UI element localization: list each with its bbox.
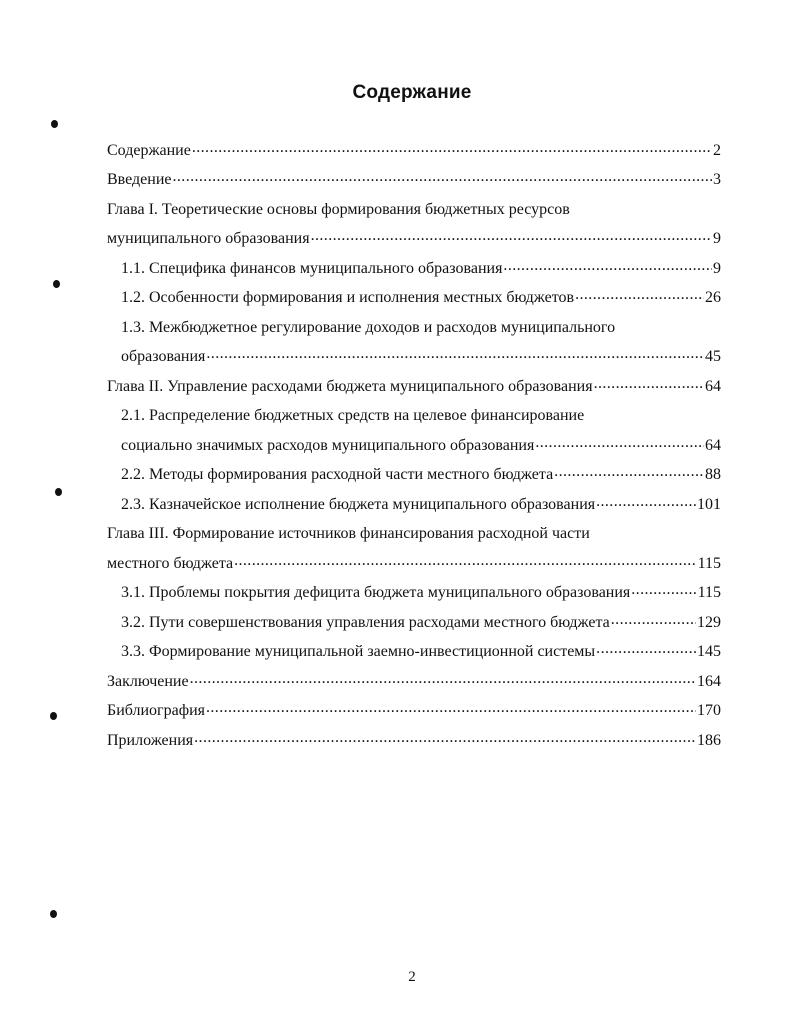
toc-entry[interactable]: [121, 613, 721, 633]
dot-leader: [596, 642, 696, 656]
toc-entry-heading-line[interactable]: [107, 200, 570, 220]
page-number: 2: [408, 969, 416, 985]
toc-entry-page: 45: [705, 348, 721, 365]
toc-entry[interactable]: [107, 554, 721, 574]
toc-entry-label: 2.2. Методы формирования расходной части местного бюджета: [121, 466, 554, 483]
toc-entry-page: 26: [705, 289, 721, 306]
toc-entry-label: Заключение: [107, 673, 189, 690]
toc-entry-heading-line[interactable]: [107, 524, 590, 544]
toc-entry-page: 9: [713, 260, 721, 277]
scan-mark: [55, 488, 62, 496]
dot-leader: [194, 731, 696, 745]
scan-mark: [53, 280, 60, 288]
toc-entry[interactable]: [107, 672, 721, 692]
toc-entry[interactable]: [121, 495, 721, 515]
dot-leader: [611, 613, 696, 627]
toc-entry-label: Глава III. Формирование источников финансирования расходной части: [107, 525, 590, 542]
dot-leader: [631, 583, 696, 597]
toc-entry-label: образования: [121, 348, 206, 365]
dot-leader: [234, 554, 696, 568]
toc-entry-label: Глава II. Управление расходами бюджета муниципального образования: [107, 378, 593, 395]
toc-entry-label: 3.2. Пути совершенствования управления расходами местного бюджета: [121, 614, 610, 631]
toc-entry[interactable]: [121, 259, 721, 279]
toc-entry[interactable]: [107, 731, 721, 751]
toc-entry-page: 64: [705, 378, 721, 395]
toc-entry-label: 1.3. Межбюджетное регулирование доходов и расходов муниципального: [121, 319, 616, 336]
dot-leader: [190, 672, 696, 686]
dot-leader: [535, 436, 704, 450]
toc-entry-page: 115: [697, 584, 721, 601]
toc-entry-heading-line[interactable]: [121, 318, 615, 338]
toc-entry[interactable]: [121, 465, 721, 485]
toc-entry[interactable]: [107, 170, 721, 190]
toc-entry-page: 164: [697, 673, 721, 690]
scan-mark: [50, 712, 57, 720]
toc-entry-heading-line[interactable]: [121, 406, 584, 426]
toc-entry-page: 170: [697, 702, 721, 719]
toc-entry-label: 1.2. Особенности формирования и исполнения местных бюджетов: [121, 289, 575, 306]
toc-entry-page: 101: [697, 496, 721, 513]
toc-entry[interactable]: [107, 701, 721, 721]
toc-entry-label: Содержание: [107, 142, 191, 159]
toc-entry-label: Глава I. Теоретические основы формирования бюджетных ресурсов: [107, 201, 570, 218]
dot-leader: [554, 465, 704, 479]
toc-entry-page: 186: [697, 732, 721, 749]
toc-entry-label: муниципального образования: [107, 230, 310, 247]
dot-leader: [173, 170, 713, 184]
page-title: Содержание: [352, 82, 472, 103]
toc-entry-label: местного бюджета: [107, 555, 234, 572]
toc-entry-label: 2.1. Распределение бюджетных средств на целевое финансирование: [121, 407, 585, 424]
toc-entry[interactable]: [121, 347, 721, 367]
toc-entry-page: 3: [713, 171, 721, 188]
toc-entry[interactable]: [107, 141, 721, 161]
toc-entry[interactable]: [107, 229, 721, 249]
toc-entry-label: Библиография: [107, 702, 205, 719]
toc-entry-page: 145: [697, 643, 721, 660]
toc-entry-label: Приложения: [107, 732, 194, 749]
dot-leader: [206, 347, 704, 361]
dot-leader: [596, 495, 696, 509]
toc-entry[interactable]: [121, 436, 721, 456]
dot-leader: [192, 141, 712, 155]
toc-entry-label: 3.1. Проблемы покрытия дефицита бюджета муниципального образования: [121, 584, 631, 601]
dot-leader: [503, 259, 712, 273]
toc-entry-page: 129: [697, 614, 721, 631]
toc-entry-label: социально значимых расходов муниципального образования: [121, 437, 535, 454]
scan-mark: [51, 120, 58, 128]
dot-leader: [311, 229, 712, 243]
toc-entry-page: 9: [713, 230, 721, 247]
toc-entry[interactable]: [121, 288, 721, 308]
toc-entry-page: 88: [705, 466, 721, 483]
dot-leader: [575, 288, 704, 302]
toc-entry[interactable]: [121, 583, 721, 603]
dot-leader: [594, 377, 704, 391]
scan-mark: [50, 910, 57, 918]
toc-entry-label: 1.1. Специфика финансов муниципального образования: [121, 260, 503, 277]
toc-entry-label: 2.3. Казначейское исполнение бюджета муниципального образования: [121, 496, 596, 513]
dot-leader: [206, 701, 696, 715]
toc-entry-label: Введение: [107, 171, 172, 188]
toc-entry[interactable]: [121, 642, 721, 662]
toc-entry-page: 2: [713, 142, 721, 159]
toc-entry[interactable]: [107, 377, 721, 397]
toc-entry-label: 3.3. Формирование муниципальной заемно-инвестиционной системы: [121, 643, 596, 660]
toc-entry-page: 115: [697, 555, 721, 572]
toc-entry-page: 64: [705, 437, 721, 454]
